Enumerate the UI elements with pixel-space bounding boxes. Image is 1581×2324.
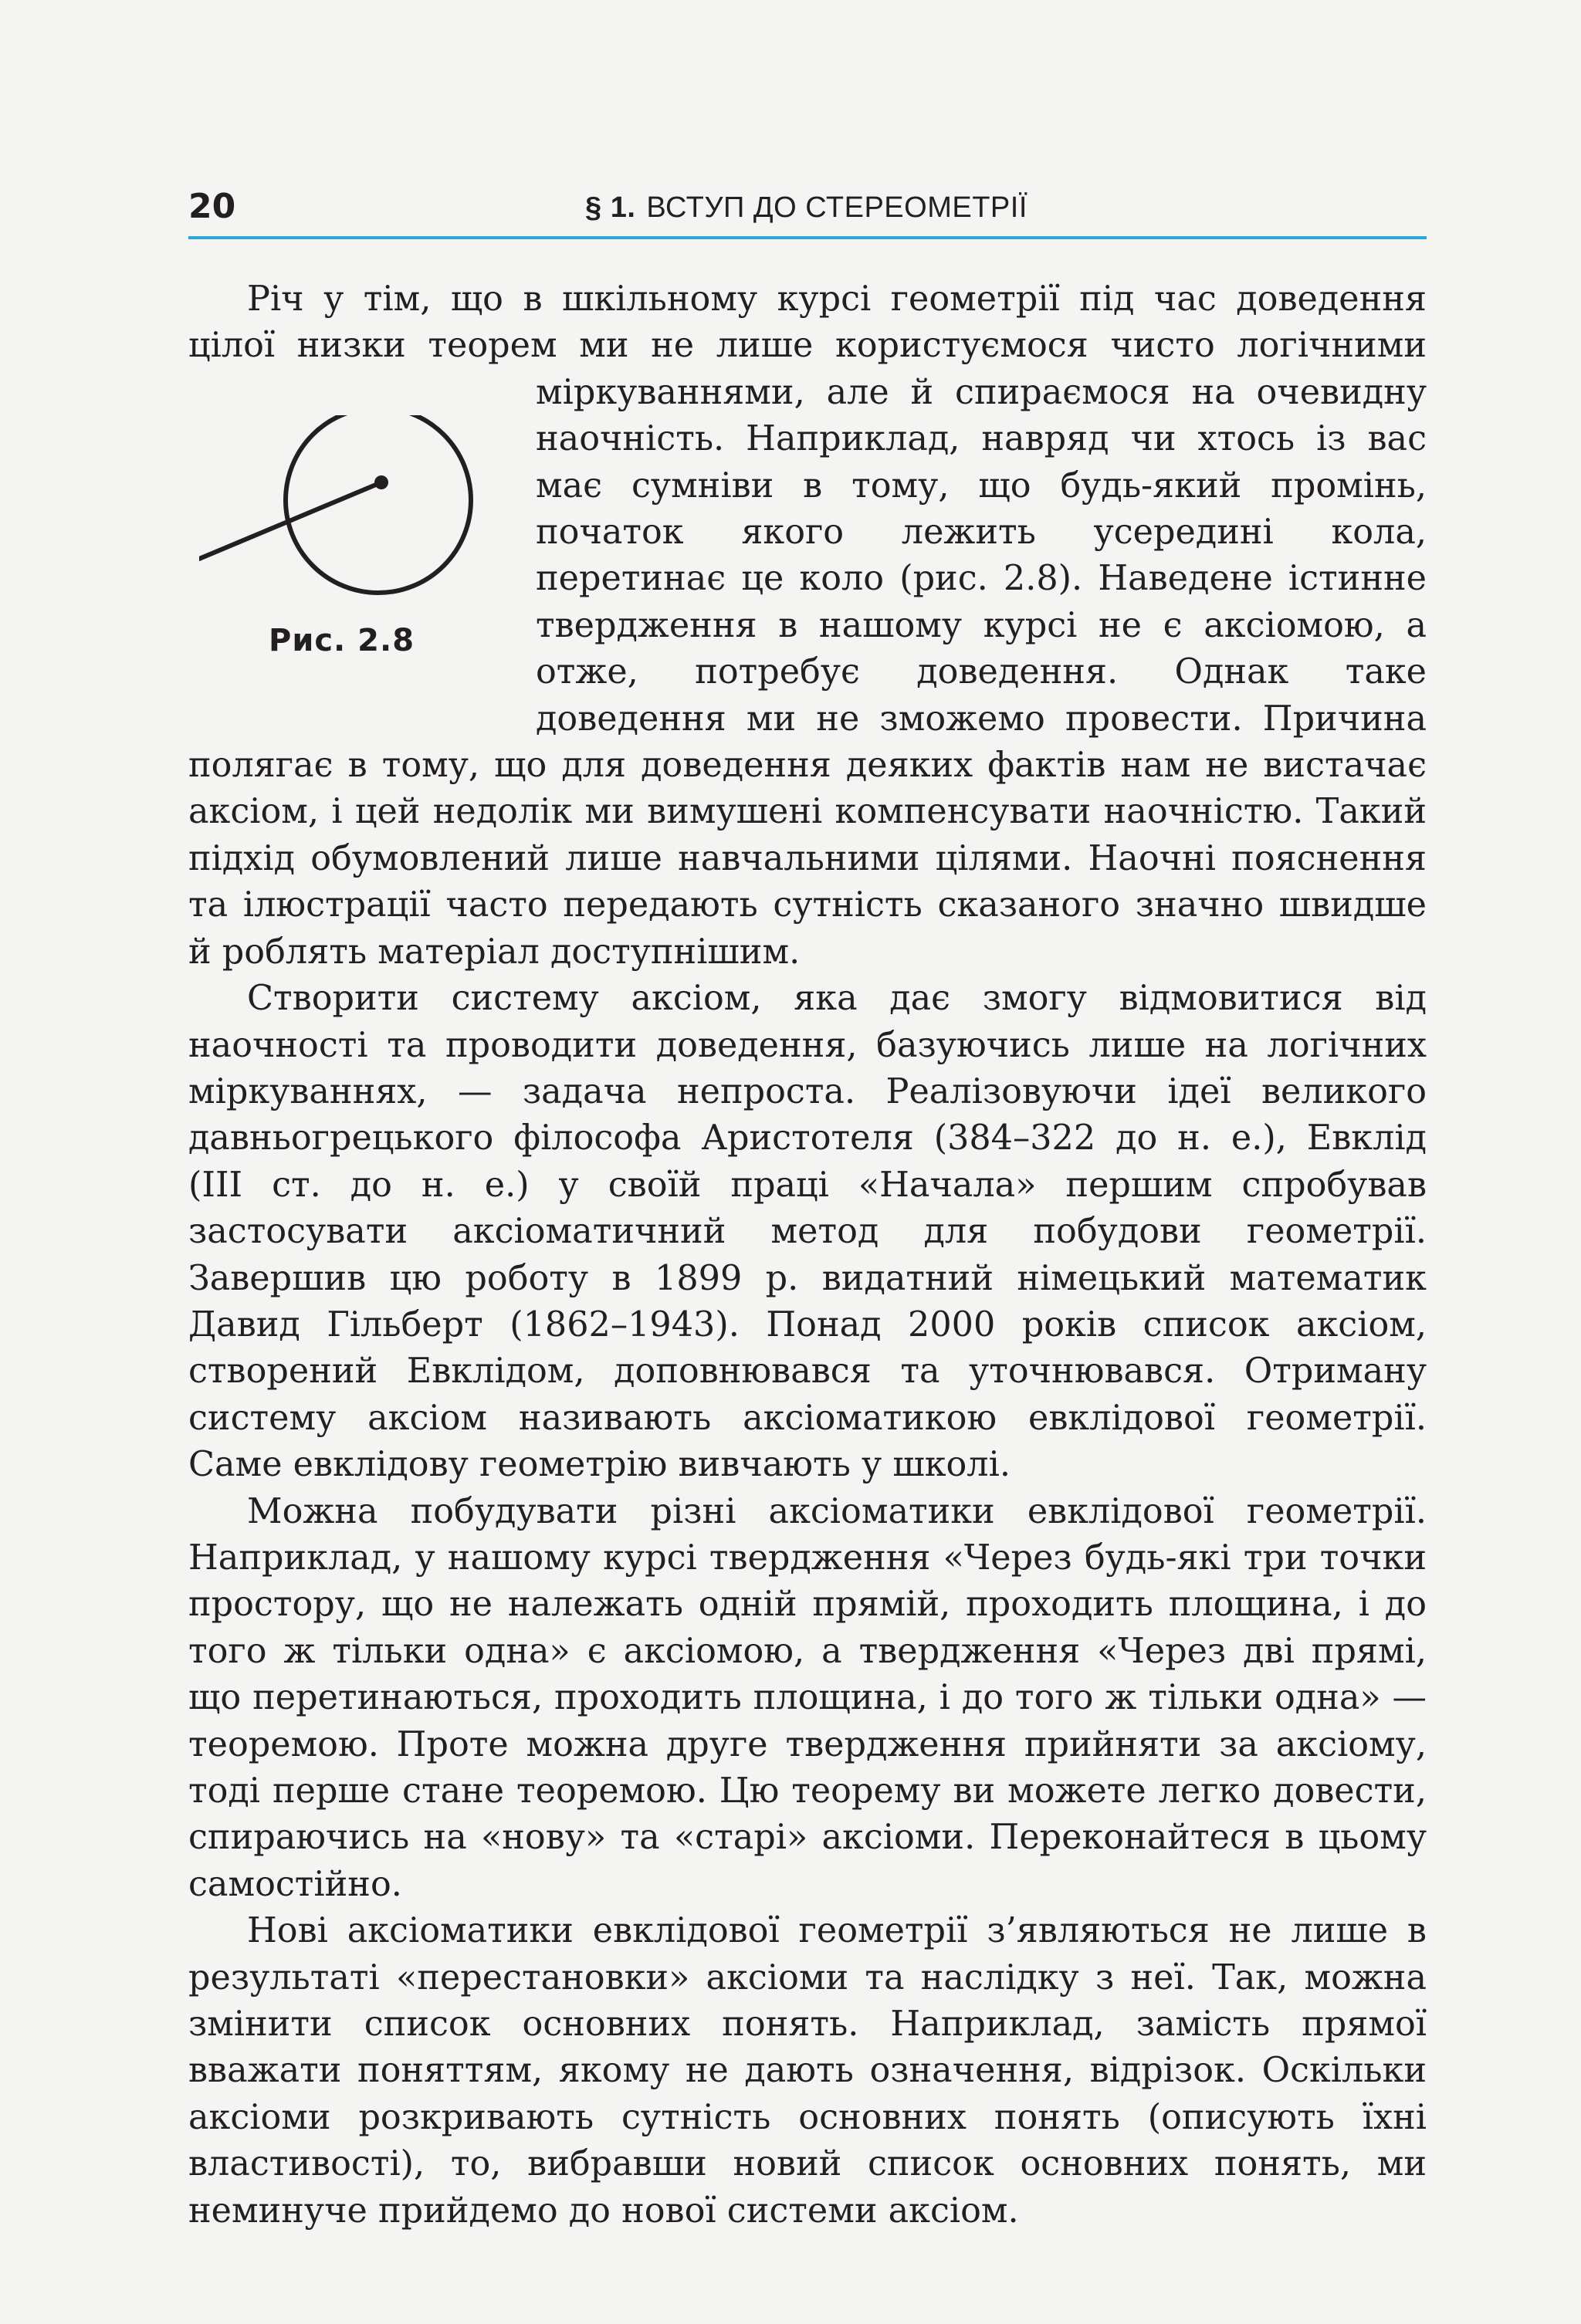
paragraph-2: Створити систему аксіом, яка дає змогу відмовитися від наочності та проводити доведення, базуючись лише на логічних міркуваннях, — задача непроста. Реалізовуючи ідеї великого давньогрецького філософа Аристотеля (384–322 до н. е.), Евклід (III ст. до н. е.) у своїй праці «Начала» першим спробував застосувати аксіоматичний метод для побудови геометрії. Завершив цю роботу в 1899 р. видатний німецький математик Давид Гільберт (1862–1943). Понад 2000 років список аксіом, створений Евклідом, доповнювався та уточнювався. Отриману систему аксіом називають аксіоматикою евклідової геометрії. Саме евклідову геометрію вивчають у школі. (188, 979, 1427, 1485)
paragraph-1: Річ у тім, що в шкільному курсі геометрії під час доведення цілої низки теорем ми не лише користуємося чисто логічними міркуваннями, але й спираємося на очевидну наочність. Наприклад, навряд чи хтось із вас має сумніви в тому, що будь-який промінь, початок якого лежить усередині кола, перетинає це коло (рис. 2.8). Наведене істинне твердження в нашому курсі не є аксіомою, а отже, потребує доведення. Однак таке доведення ми не зможемо провести. Причина полягає в тому, що для доведення деяких фактів нам не вистачає аксіом, і цей недолік ми вимушені компенсувати наочністю. Такий підхід обумовлений лише навчальними цілями. Наочні пояснення та ілюстрації часто передають сутність сказаного значно швидше й роблять матеріал доступнішим. (188, 279, 1427, 972)
ray-origin-point (374, 475, 388, 489)
page-header (188, 184, 1427, 239)
circle-ray-diagram (199, 415, 539, 616)
section-title: ВСТУП ДО СТЕРЕОМЕТРІЇ (646, 191, 1027, 224)
figure-caption: Рис. 2.8 (269, 623, 415, 658)
section-heading (585, 193, 1027, 222)
body-text (188, 276, 1427, 2234)
header-rule (188, 236, 1427, 239)
page-number: 20 (188, 187, 236, 226)
circle (286, 415, 471, 593)
figure-2-8 (188, 415, 536, 739)
paragraph-3: Можна побудувати різні аксіоматики евклідової геометрії. Наприклад, у нашому курсі твердження «Через будь-які три точки простору, що не належать одній прямій, проходить площина, і до того ж тільки одна» є аксіомою, а твердження «Через дві прямі, що перетинаються, проходить площина, і до того ж тільки одна» — теоремою. Проте можна друге твердження прийняти за аксіому, тоді перше стане теоремою. Цю теорему ви можете легко довести, спираючись на «нову» та «старі» аксіоми. Переконайтеся в цьому самостійно. (188, 1491, 1427, 1904)
paragraph-4: Нові аксіоматики евклідової геометрії з’являються не лише в результаті «перестановки» аксіоми та наслідку з неї. Так, можна змінити список основних понять. Наприклад, замість прямої вважати поняттям, якому не дають означення, відрізок. Оскільки аксіоми розкривають сутність основних понять (описують їхні властивості), то, вибравши новий список основних понять, ми неминуче прийдемо до нової системи аксіом. (188, 1911, 1427, 2231)
section-number: § 1. (585, 191, 636, 224)
ray (199, 482, 381, 559)
